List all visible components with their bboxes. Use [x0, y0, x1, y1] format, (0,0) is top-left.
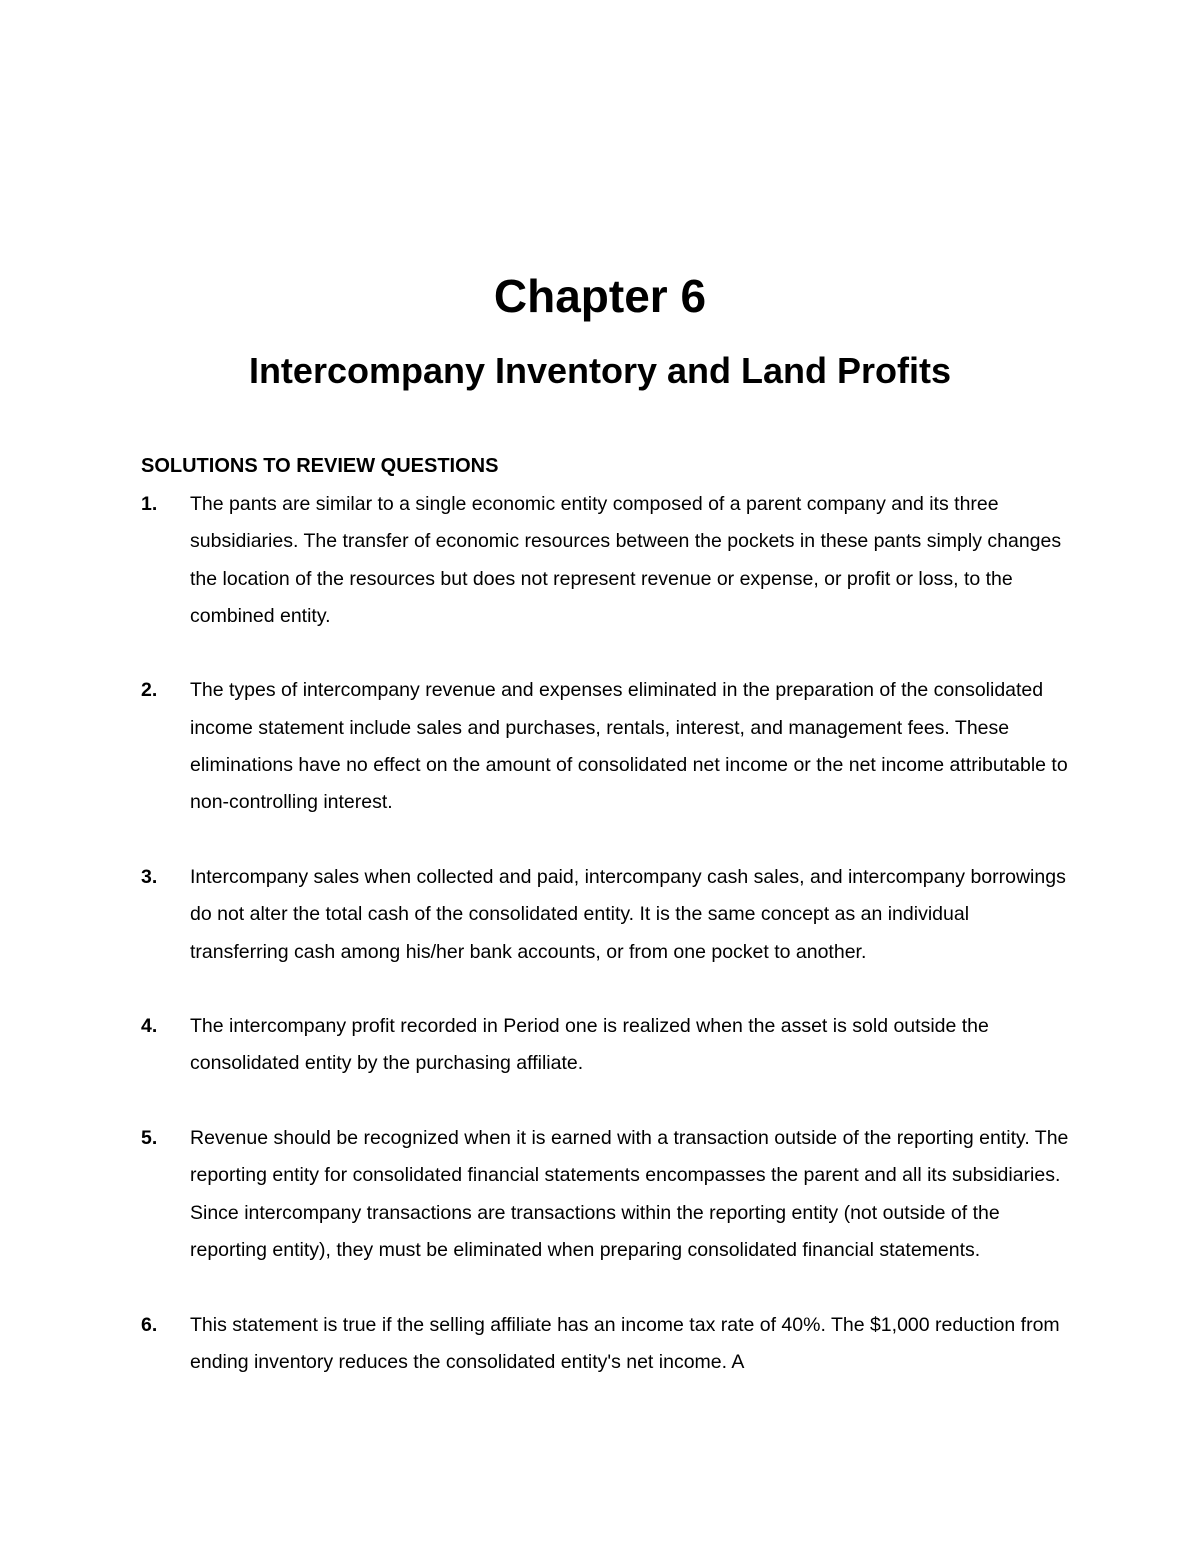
answer-text: This statement is true if the selling affiliate has an income tax rate of 40%. The $1,000 reduction from ending inventory reduces the consolidated entity's net income. A [190, 1313, 1060, 1373]
answer-item [141, 1307, 1071, 1382]
answer-text: The types of intercompany revenue and expenses eliminated in the preparation of the consolidated income statement include sales and purchases, rentals, interest, and management fees. These eliminations have no effect on the amount of consolidated net income or the net income attributable to non-controlling interest. [190, 679, 1068, 814]
answer-item [141, 1120, 1071, 1269]
answer-number: 3. [141, 865, 158, 888]
answers-list [141, 486, 1071, 1418]
answer-item [141, 486, 1071, 635]
answer-number: 1. [141, 493, 158, 515]
answer-text: The pants are similar to a single economic entity composed of a parent company and its three subsidiaries. The transfer of economic resources between the pockets in these pants simply changes the location of the resources but does not represent revenue or expense, or profit or loss, to the combined entity. [190, 493, 1062, 627]
answer-item [141, 672, 1071, 821]
answer-number: 6. [141, 1313, 158, 1336]
chapter-title: Chapter 6 [493, 270, 707, 322]
answer-item [141, 859, 1071, 971]
answer-number: 5. [141, 1127, 158, 1150]
answer-text: Intercompany sales when collected and paid, intercompany cash sales, and intercompany borrowings do not alter the total cash of the consolidated entity. It is the same concept as an individual transferring cash among his/her bank accounts, or from one pocket to another. [190, 865, 1066, 963]
answer-text: The intercompany profit recorded in Period one is realized when the asset is sold outside the consolidated entity by the purchasing affiliate. [190, 1015, 989, 1075]
section-heading: SOLUTIONS TO REVIEW QUESTIONS [141, 455, 499, 477]
answer-item [141, 1008, 1071, 1083]
answer-number: 4. [141, 1015, 158, 1038]
answer-number: 2. [141, 679, 158, 702]
answer-text: Revenue should be recognized when it is earned with a transaction outside of the reporting entity. The reporting entity for consolidated financial statements encompasses the parent and all its subsidiaries. Since intercompany transactions are transactions within the reporting entity (not outside of the reporting entity), they must be eliminated when preparing consolidated financial statements. [190, 1127, 1069, 1261]
chapter-subtitle: Intercompany Inventory and Land Profits [248, 350, 952, 391]
